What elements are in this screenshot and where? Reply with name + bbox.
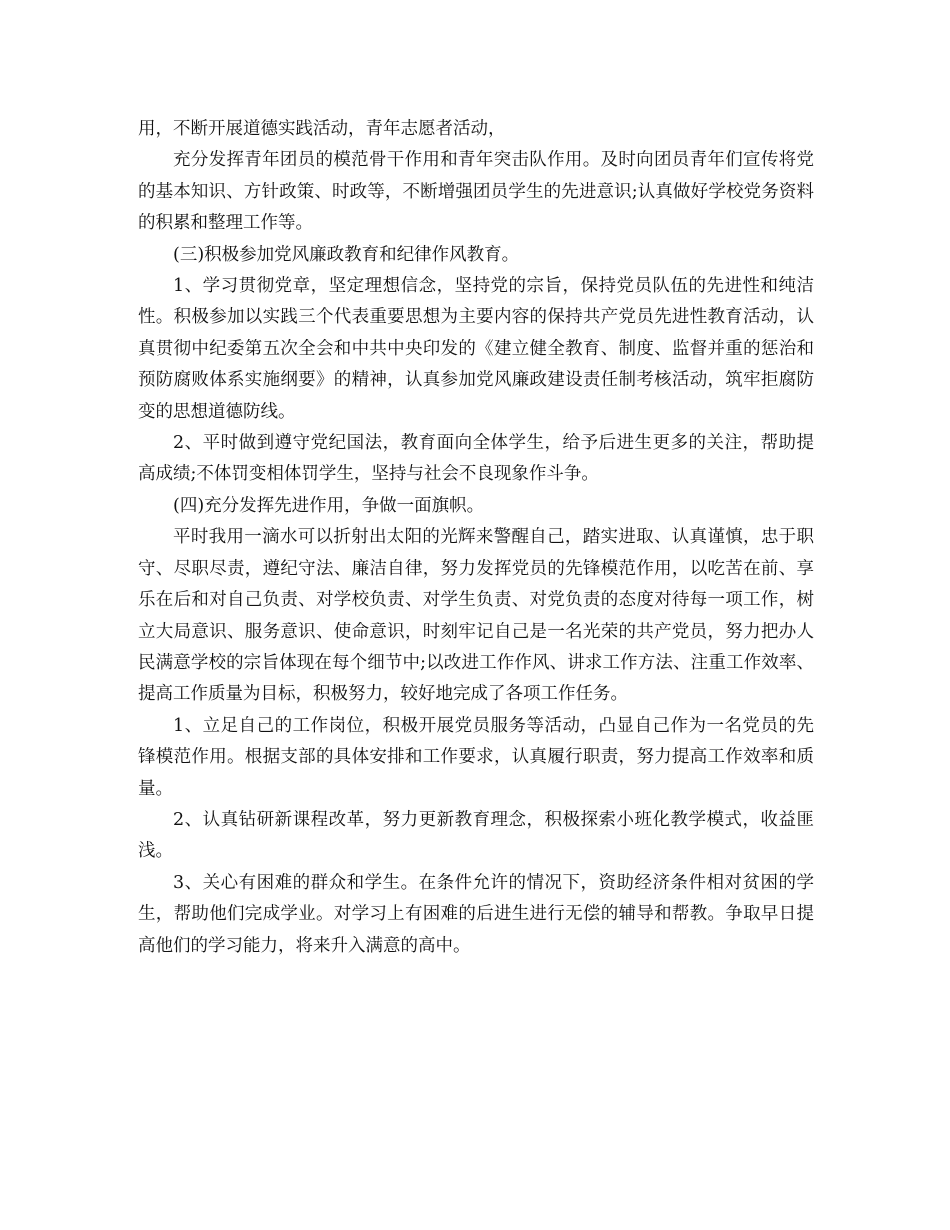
paragraph: 平时我用一滴水可以折射出太阳的光辉来警醒自己，踏实进取、认真谨慎，忠于职守、尽职尽责，遵纪守法、廉洁自律，努力发挥党员的先锋模范作用，以吃苦在前、享乐在后和对自己负责、对学校负责、对学生负责、对党负责的态度对待每一项工作，树立大局意识、服务意识、使命意识，时刻牢记自己是一名光荣的共产党员，努力把办人民满意学校的宗旨体现在每个细节中;以改进工作作风、讲求工作方法、注重工作效率、提高工作质量为目标，积极努力，较好地完成了各项工作任务。 [138, 527, 814, 705]
paragraph: 1、立足自己的工作岗位，积极开展党员服务等活动，凸显自己作为一名党员的先锋模范作用。根据支部的具体安排和工作要求，认真履行职责，努力提高工作效率和质量。 [138, 715, 814, 799]
paragraph: 充分发挥青年团员的模范骨干作用和青年突击队作用。及时向团员青年们宣传将党的基本知识、方针政策、时政等，不断增强团员学生的先进意识;认真做好学校党务资料的积累和整理工作等。 [138, 150, 814, 234]
document-body [138, 114, 814, 962]
paragraph: 2、认真钻研新课程改革，努力更新教育理念，积极探索小班化教学模式，收益匪浅。 [138, 809, 814, 862]
paragraph: 1、学习贯彻党章，坚定理想信念，坚持党的宗旨，保持党员队伍的先进性和纯洁性。积极参加以实践三个代表重要思想为主要内容的保持共产党员先进性教育活动，认真贯彻中纪委第五次全会和中共中央印发的《建立健全教育、制度、监督并重的惩治和预防腐败体系实施纲要》的精神，认真参加党风廉政建设责任制考核活动，筑牢拒腐防变的思想道德防线。 [138, 276, 814, 422]
paragraph: 2、平时做到遵守党纪国法，教育面向全体学生，给予后进生更多的关注，帮助提高成绩;不体罚变相体罚学生，坚持与社会不良现象作斗争。 [138, 433, 814, 485]
paragraph: 3、关心有困难的群众和学生。在条件允许的情况下，资助经济条件相对贫困的学生，帮助他们完成学业。对学习上有困难的后进生进行无偿的辅导和帮教。争取早日提高他们的学习能力，将来升入满意的高中。 [138, 872, 814, 956]
section-heading: (三)积极参加党风廉政教育和纪律作风教育。 [173, 244, 520, 265]
paragraph: 用，不断开展道德实践活动，青年志愿者活动， [138, 119, 506, 139]
section-heading: (四)充分发挥先进作用，争做一面旗帜。 [173, 495, 485, 516]
